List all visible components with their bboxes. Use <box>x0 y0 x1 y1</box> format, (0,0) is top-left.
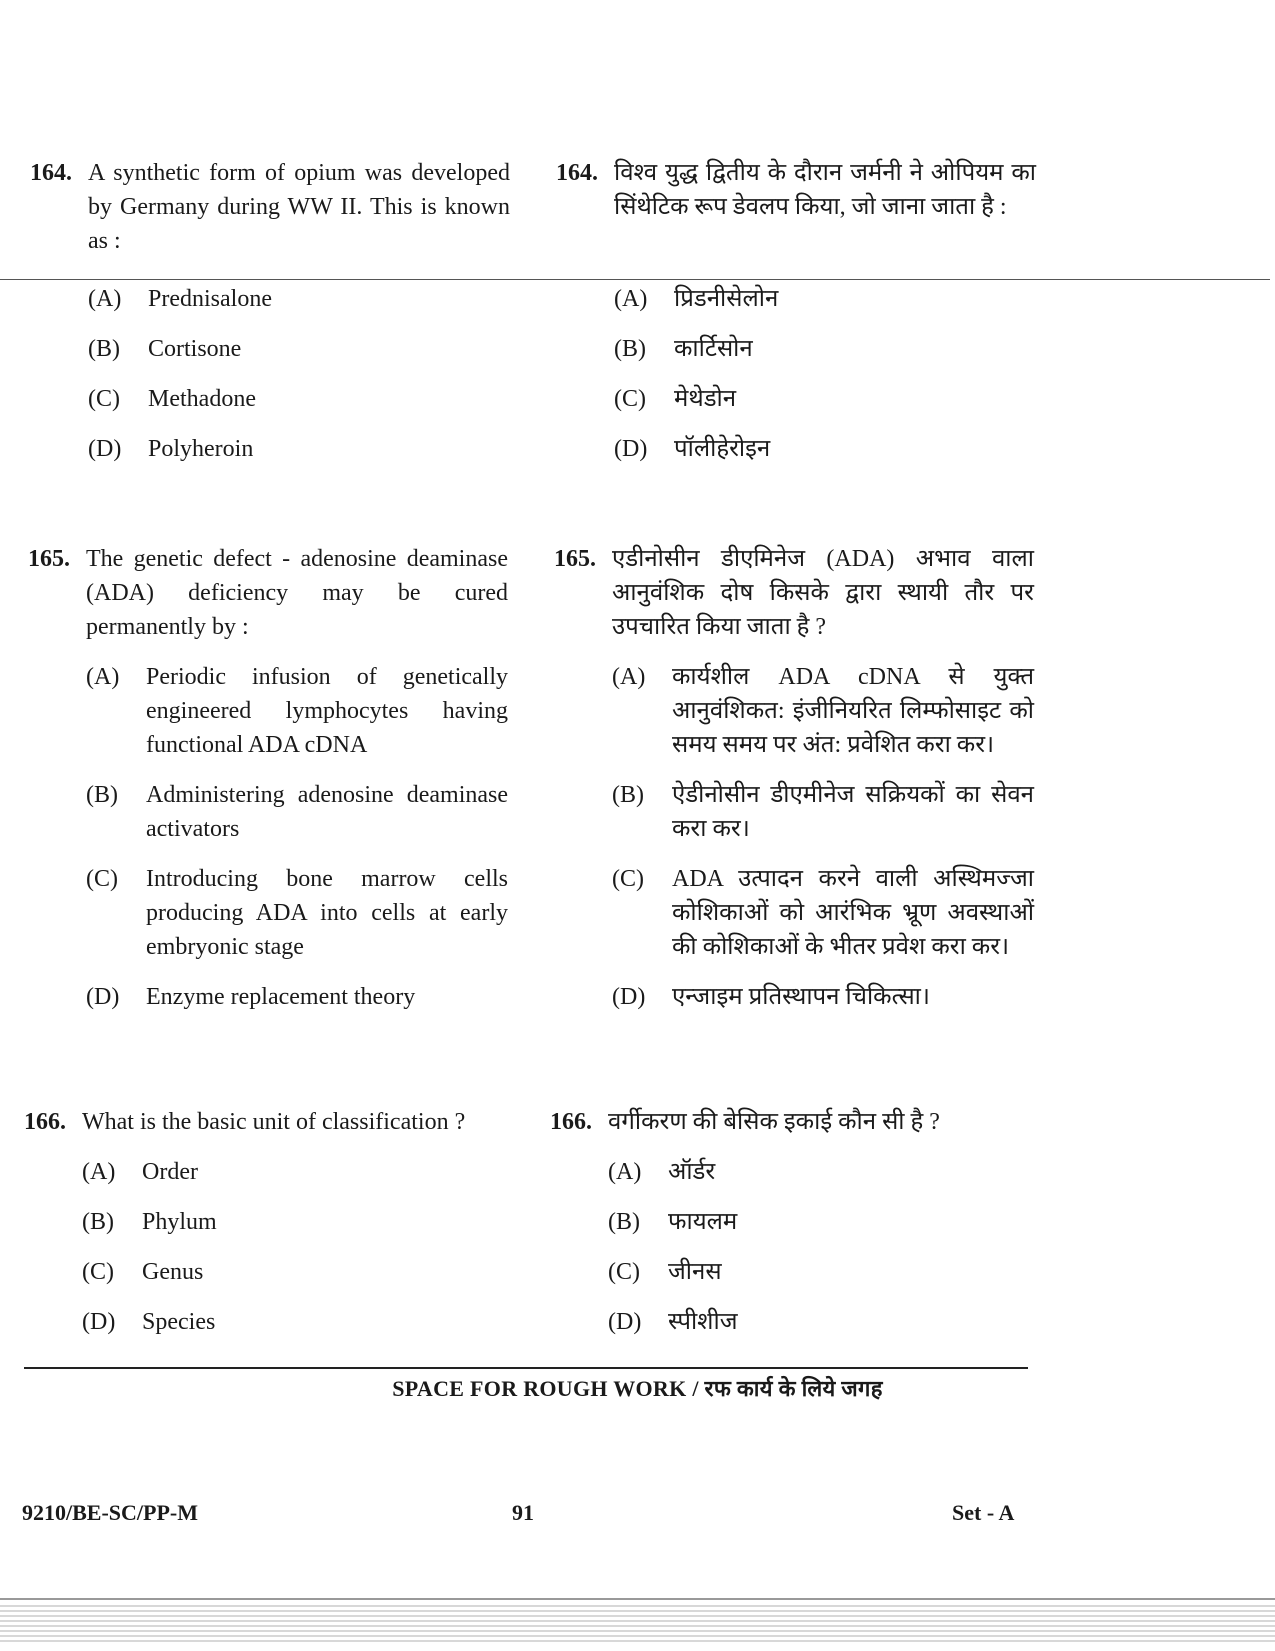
option-d <box>554 980 1034 1014</box>
question-number: 164. <box>30 160 72 186</box>
option-text: Polyheroin <box>148 436 254 462</box>
option-text: Order <box>142 1159 198 1185</box>
option-text: Introducing bone marrow cells producing ADA into cells at early embryonic stage <box>146 866 508 960</box>
option-label: (D) <box>86 984 120 1010</box>
option-label: (C) <box>82 1259 114 1285</box>
option-a <box>24 1155 504 1189</box>
option-b <box>24 1205 504 1239</box>
option-text: मेथेडोन <box>674 386 737 412</box>
bottom-divider <box>0 1598 1275 1600</box>
option-label: (D) <box>614 436 648 462</box>
option-a <box>550 1155 1030 1189</box>
question-text: विश्व युद्ध द्वितीय के दौरान जर्मनी ने ओपियम का सिंथेटिक रूप डेवलप किया, जो जाना जाता है : <box>614 160 1036 220</box>
option-c <box>554 862 1034 964</box>
option-label: (B) <box>608 1209 640 1235</box>
option-a <box>30 282 510 316</box>
option-b <box>554 778 1034 846</box>
option-label: (C) <box>86 866 118 892</box>
option-label: (C) <box>608 1259 640 1285</box>
rough-work-label: SPACE FOR ROUGH WORK / रफ कार्य के लिये जगह <box>392 1376 883 1401</box>
option-text: कार्यशील ADA cDNA से युक्त आनुवंशिकत: इंजीनियरित लिम्फोसाइट को समय समय पर अंत: प्रवेशित करा कर। <box>672 664 1034 758</box>
option-text: पॉलीहेरोइन <box>674 436 771 462</box>
option-text: Prednisalone <box>148 286 272 312</box>
option-label: (A) <box>82 1159 116 1185</box>
option-b <box>28 778 508 846</box>
rough-work-divider <box>24 1367 1028 1369</box>
option-text: फायलम <box>668 1209 738 1235</box>
question-number: 165. <box>554 546 596 572</box>
option-label: (C) <box>612 866 644 892</box>
option-text: Methadone <box>148 386 256 412</box>
question-number: 164. <box>556 160 598 186</box>
option-b <box>30 332 510 366</box>
option-label: (B) <box>614 336 646 362</box>
option-text: Phylum <box>142 1209 217 1235</box>
option-text: Species <box>142 1309 216 1335</box>
option-a <box>556 282 1036 316</box>
option-label: (A) <box>86 664 120 690</box>
question-number: 166. <box>24 1109 66 1135</box>
option-c <box>30 382 510 416</box>
scan-line <box>0 279 1270 280</box>
option-label: (B) <box>82 1209 114 1235</box>
question-text: A synthetic form of opium was developed by Germany during WW II. This is known as : <box>88 160 510 254</box>
option-text: ADA उत्पादन करने वाली अस्थिमज्जा कोशिकाओं को आरंभिक भ्रूण अवस्थाओं की कोशिकाओं के भीतर प्रवेश करा कर। <box>672 866 1034 960</box>
option-label: (D) <box>608 1309 642 1335</box>
option-label: (D) <box>88 436 122 462</box>
option-text: स्पीशीज <box>668 1309 738 1335</box>
question-165-hi <box>554 542 1034 1014</box>
option-text: जीनस <box>668 1259 722 1285</box>
set-label: Set - A <box>952 1500 1015 1525</box>
option-text: Administering adenosine deaminase activators <box>146 782 508 842</box>
option-text: एन्जाइम प्रतिस्थापन चिकित्सा। <box>672 984 930 1010</box>
option-label: (B) <box>612 782 644 808</box>
question-165-en <box>28 542 508 1014</box>
option-d <box>24 1305 504 1339</box>
question-text: The genetic defect - adenosine deaminase (ADA) deficiency may be cured permanently by : <box>86 546 508 640</box>
option-label: (B) <box>88 336 120 362</box>
page-number: 91 <box>512 1500 534 1525</box>
question-164-en <box>30 156 510 466</box>
question-164-hi <box>556 156 1036 466</box>
option-text: Periodic infusion of genetically engineered lymphocytes having functional ADA cDNA <box>146 664 508 758</box>
option-text: Genus <box>142 1259 204 1285</box>
question-number: 166. <box>550 1109 592 1135</box>
option-label: (B) <box>86 782 118 808</box>
option-d <box>28 980 508 1014</box>
option-d <box>30 432 510 466</box>
option-text: प्रिडनीसेलोन <box>674 286 779 312</box>
option-label: (C) <box>88 386 120 412</box>
option-label: (A) <box>88 286 122 312</box>
option-label: (A) <box>612 664 646 690</box>
option-text: कार्टिसोन <box>674 336 753 362</box>
question-number: 165. <box>28 546 70 572</box>
option-label: (C) <box>614 386 646 412</box>
option-label: (A) <box>614 286 648 312</box>
option-text: Cortisone <box>148 336 242 362</box>
option-text: ऐडीनोसीन डीएमीनेज सक्रियकों का सेवन करा कर। <box>672 782 1034 842</box>
option-text: Enzyme replacement theory <box>146 984 416 1010</box>
question-166-hi <box>550 1105 1030 1339</box>
option-a <box>28 660 508 762</box>
option-c <box>24 1255 504 1289</box>
question-166-en <box>24 1105 504 1339</box>
scan-border <box>0 1605 1275 1645</box>
option-label: (D) <box>82 1309 116 1335</box>
question-text: What is the basic unit of classification ? <box>82 1109 466 1135</box>
question-text: एडीनोसीन डीएमिनेज (ADA) अभाव वाला आनुवंशिक दोष किसके द्वारा स्थायी तौर पर उपचारित किया जाता है ? <box>612 546 1034 640</box>
question-text: वर्गीकरण की बेसिक इकाई कौन सी है ? <box>608 1109 940 1135</box>
option-b <box>550 1205 1030 1239</box>
option-label: (A) <box>608 1159 642 1185</box>
option-label: (D) <box>612 984 646 1010</box>
option-c <box>28 862 508 964</box>
option-d <box>550 1305 1030 1339</box>
option-b <box>556 332 1036 366</box>
option-d <box>556 432 1036 466</box>
option-c <box>550 1255 1030 1289</box>
option-a <box>554 660 1034 762</box>
option-c <box>556 382 1036 416</box>
paper-code: 9210/BE-SC/PP-M <box>22 1500 198 1525</box>
option-text: ऑर्डर <box>668 1159 716 1185</box>
